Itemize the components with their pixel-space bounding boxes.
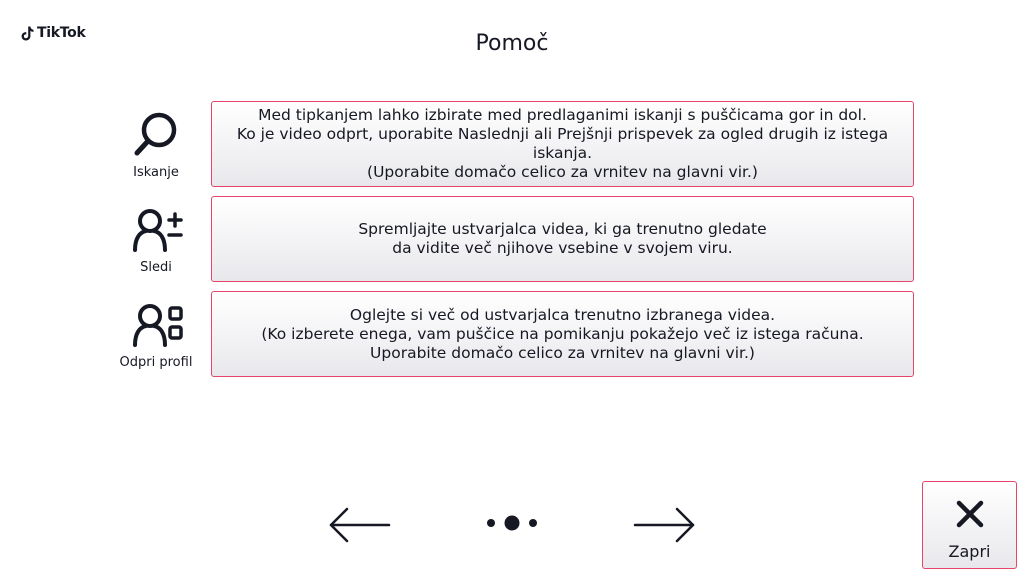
description-line: Ko je video odprt, uporabite Naslednji ali Prejšnji prispevek za ogled drugih iz istega	[236, 125, 889, 143]
description-line: Med tipkanjem lahko izbirate med predlaganimi iskanji s puščicama gor in dol.	[258, 106, 867, 124]
page-indicator	[484, 514, 540, 532]
description-line: (Uporabite domačo celico za vrnitev na glavni vir.)	[367, 163, 758, 181]
help-row-follow	[110, 196, 916, 284]
description-line: da vidite več njihove vsebine v svojem viru.	[392, 239, 733, 257]
help-row-icon-area	[110, 291, 202, 379]
close-button[interactable]	[922, 481, 1017, 569]
description-line: Spremljajte ustvarjalca videa, ki ga trenutno gledate	[358, 220, 767, 238]
help-row-label: Odpri profil	[119, 355, 193, 370]
description-line: Uporabite domačo celico za vrnitev na glavni vir.)	[370, 343, 755, 362]
help-row-label: Sledi	[140, 260, 172, 275]
page-title: Pomoč	[475, 31, 549, 56]
search-icon	[132, 109, 182, 161]
previous-page-button[interactable]	[327, 505, 391, 545]
logo-text: TikTok	[37, 25, 86, 41]
description-line: iskanja.	[532, 144, 593, 162]
next-page-button[interactable]	[633, 505, 697, 545]
arrow-right-icon	[633, 505, 697, 545]
help-row-icon-area	[110, 101, 202, 189]
page-dot-active	[505, 516, 520, 531]
arrow-left-icon	[327, 505, 391, 545]
page-dot	[487, 519, 495, 527]
help-row-label: Iskanje	[133, 165, 179, 180]
help-row-search	[110, 101, 916, 189]
help-row-open-profile	[110, 291, 916, 379]
profile-icon	[132, 299, 188, 351]
close-icon	[956, 500, 984, 528]
help-row-description	[211, 101, 914, 187]
description-line: (Ko izberete enega, vam puščice na pomikanju pokažejo več iz istega računa.	[261, 324, 864, 343]
close-button-label: Zapri	[948, 542, 991, 561]
page-dots	[484, 514, 540, 532]
page-dot	[529, 519, 537, 527]
help-row-icon-area	[110, 196, 202, 284]
description-line: Oglejte si več od ustvarjalca trenutno izbranega videa.	[349, 305, 776, 324]
follow-user-icon	[132, 204, 188, 256]
help-row-description	[211, 291, 914, 377]
help-row-description	[211, 196, 914, 282]
